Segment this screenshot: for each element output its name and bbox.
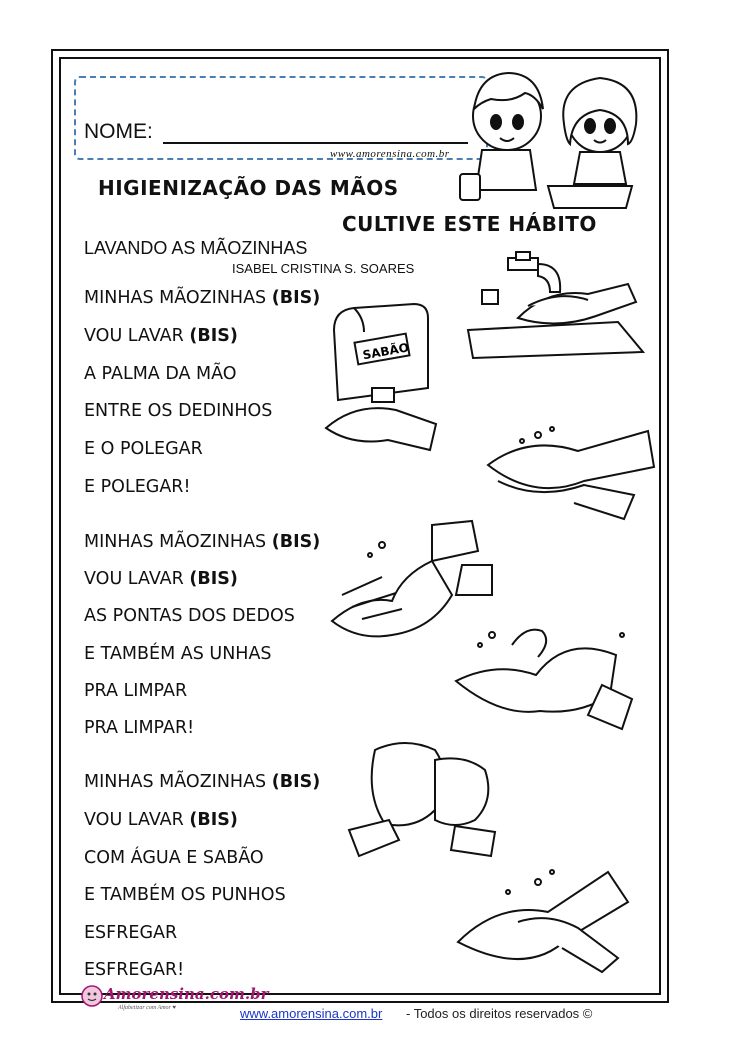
name-label: NOME: bbox=[84, 120, 153, 143]
verse-line: ESFREGAR! bbox=[84, 960, 185, 980]
verse-line: E TAMBÉM OS PUNHOS bbox=[84, 885, 286, 905]
song-author: ISABEL CRISTINA S. SOARES bbox=[232, 261, 415, 276]
soap-label: SABÃO bbox=[361, 340, 410, 363]
verse-line: E TAMBÉM AS UNHAS bbox=[84, 644, 272, 664]
verse-line: PRA LIMPAR! bbox=[84, 718, 195, 738]
song-title: LAVANDO AS MÃOZINHAS bbox=[84, 238, 308, 258]
verse-line: VOU LAVAR (BIS) bbox=[84, 569, 238, 589]
fingertips-icon bbox=[452, 615, 642, 745]
verse-line: E O POLEGAR bbox=[84, 439, 203, 459]
footer-logo-tagline: Alfabetizar com Amor ♥ bbox=[118, 1005, 176, 1011]
logo-icon bbox=[80, 984, 104, 1008]
footer-logo-text: Amorensina.com.br bbox=[104, 985, 269, 1003]
verse-line: A PALMA DA MÃO bbox=[84, 364, 237, 384]
soap-dispenser-icon bbox=[316, 300, 456, 468]
kids-washing-illustration bbox=[452, 64, 652, 214]
name-field[interactable] bbox=[163, 142, 468, 144]
wrists-icon bbox=[448, 852, 643, 977]
thumbs-icon bbox=[345, 730, 515, 860]
verse-line: PRA LIMPAR bbox=[84, 681, 188, 701]
verse-line: MINHAS MÃOZINHAS (BIS) bbox=[84, 288, 321, 308]
site-watermark: www.amorensina.com.br bbox=[330, 148, 450, 160]
palm-rubbing-icon bbox=[478, 415, 658, 525]
footer-rights: - Todos os direitos reservados © bbox=[406, 1006, 593, 1021]
verse-line: COM ÁGUA E SABÃO bbox=[84, 848, 264, 868]
subtitle: CULTIVE ESTE HÁBITO bbox=[342, 212, 597, 236]
verse-line: ENTRE OS DEDINHOS bbox=[84, 401, 273, 421]
footer-website-link[interactable]: www.amorensina.com.br bbox=[240, 1006, 383, 1021]
main-title: HIGIENIZAÇÃO DAS MÃOS bbox=[98, 176, 399, 200]
verse-line: E POLEGAR! bbox=[84, 477, 191, 497]
verse-line: AS PONTAS DOS DEDOS bbox=[84, 606, 295, 626]
faucet-hands-icon bbox=[458, 250, 648, 360]
verse-line: VOU LAVAR (BIS) bbox=[84, 326, 238, 346]
verse-line: MINHAS MÃOZINHAS (BIS) bbox=[84, 532, 321, 552]
verse-line: MINHAS MÃOZINHAS (BIS) bbox=[84, 772, 321, 792]
verse-line: VOU LAVAR (BIS) bbox=[84, 810, 238, 830]
verse-line: ESFREGAR bbox=[84, 923, 178, 943]
